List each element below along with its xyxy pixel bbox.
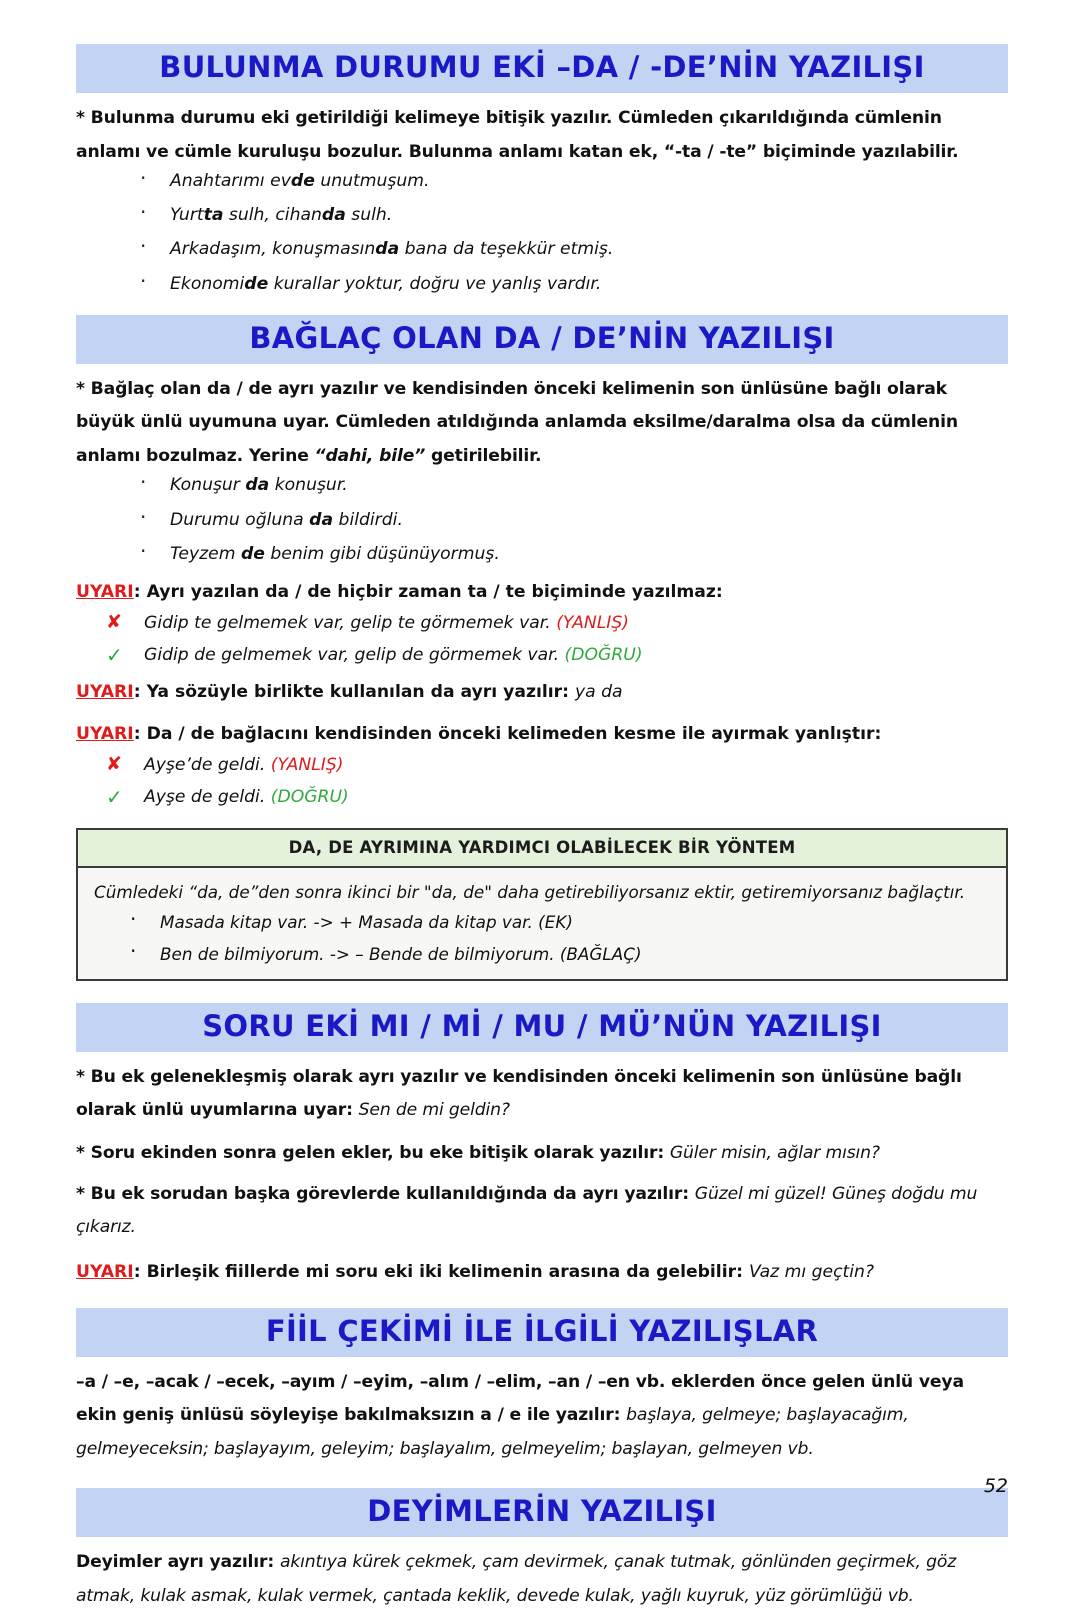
list-item: [106, 610, 1008, 633]
rule-example: başlaya, gelmeye; başlayacağım, gelmeyeceksin; başlayayım, geleyim; başlayalım, gelmeyelim; başlayan, gelmeyen vb.: [76, 1405, 909, 1459]
rule-line-fiil: [76, 1366, 1006, 1467]
method-box-body: [78, 868, 1006, 978]
warning-note: UYARI: Birleşik fiillerde mi soru eki iki kelimenin arasına da gelebilir: Vaz mı geçtin?: [76, 1261, 875, 1282]
example-text: Ayşe’de geldi.: [144, 754, 271, 775]
verdict-list-kesme: [76, 752, 1008, 810]
rule-line-deyimler: [76, 1546, 1006, 1613]
list-item: [106, 752, 1008, 775]
warning-label: UYARI: [76, 724, 134, 745]
warning-example: Vaz mı geçtin?: [748, 1261, 875, 1282]
page-number: 52: [983, 1475, 1008, 1497]
warning-text: Ayrı yazılan da / de hiçbir zaman ta / te biçiminde yazılmaz:: [146, 582, 723, 603]
section-heading-bulunma-durumu-eki: [76, 44, 1008, 93]
warning-text: Ya sözüyle birlikte kullanılan da ayrı yazılır:: [146, 682, 575, 703]
verdict-right: (DOĞRU): [564, 645, 643, 666]
rule-line-soru-1: [76, 1061, 1006, 1128]
list-item: · Arkadaşım, konuşmasında bana da teşekkür etmiş.: [140, 241, 1008, 258]
list-item: · Yurtta sulh, cihanda sulh.: [140, 207, 1008, 224]
cross-icon: ✘: [106, 752, 122, 775]
warning-label: UYARI: [76, 582, 134, 603]
section-heading-baglac-olan-da-de: [76, 315, 1008, 364]
list-item: · Masada kitap var. -> + Masada da kitap var. (EK): [130, 914, 990, 931]
section-title: BAĞLAÇ OLAN DA / DE’NİN YAZILIŞI: [249, 320, 835, 355]
section-heading-deyimler: [76, 1488, 1008, 1537]
warning-example: ya da: [574, 682, 623, 703]
rule-text: * Bu ek sorudan başka görevlerde kullanıldığında da ayrı yazılır:: [76, 1184, 695, 1205]
cross-icon: ✘: [106, 610, 122, 633]
paragraph-quote: “dahi, bile”: [314, 445, 426, 466]
example-text: Ayşe de geldi.: [144, 787, 271, 808]
example-text: Gidip de gelmemek var, gelip de görmemek var.: [144, 645, 565, 666]
warning-text: Birleşik fiillerde mi soru eki iki kelimenin arasına da gelebilir:: [146, 1261, 749, 1282]
rule-line-soru-2: [76, 1137, 1006, 1170]
section-title: FİİL ÇEKİMİ İLE İLGİLİ YAZILIŞLAR: [265, 1313, 819, 1348]
section-title: BULUNMA DURUMU EKİ –DA / -DE’NİN YAZILIŞI: [159, 50, 925, 84]
rule-example: Güler misin, ağlar mısın?: [669, 1142, 880, 1163]
paragraph-part-a: * Bağlaç olan da / de ayrı yazılır ve kendisinden önceki kelimenin son ünlüsüne bağlı olarak büyük ünlü uyumuna uyar. Cümleden atıldığında anlamda eksilme/daralma olsa da cümlenin anlamı bozulmaz. Yerine: [76, 378, 958, 466]
rule-text: Deyimler ayrı yazılır:: [76, 1552, 280, 1573]
section-paragraph-bulunma: * Bulunma durumu eki getirildiği kelimeye bitişik yazılır. Cümleden çıkarıldığında cümlenin anlamı ve cümle kuruluşu bozulur. Bulunma anlamı katan ek, “-ta / -te” biçiminde yazılabilir.: [76, 108, 959, 162]
rule-text: * Bu ek gelenekleşmiş olarak ayrı yazılır ve kendisinden önceki kelimenin son ünlüsüne bağlı olarak ünlü uyumlarına uyar:: [76, 1066, 962, 1121]
section-heading-soru-eki: [76, 1003, 1008, 1052]
list-item: · Konuşur da konuşur.: [140, 477, 1008, 494]
list-item: · Teyzem de benim gibi düşünüyormuş.: [140, 546, 1008, 563]
warning-note: UYARI: Da / de bağlacını kendisinden önceki kelimeden kesme ile ayırmak yanlıştır:: [76, 724, 882, 745]
check-icon: ✓: [106, 643, 123, 668]
verdict-wrong: (YANLIŞ): [270, 754, 344, 775]
warning-note: UYARI: Ya sözüyle birlikte kullanılan da ayrı yazılır: ya da: [76, 682, 623, 703]
method-box: [76, 828, 1008, 980]
rule-example: akıntıya kürek çekmek, çam devirmek, çanak tutmak, gönlünden geçirmek, göz atmak, kulak asmak, kulak vermek, çantada keklik, devede kulak, yağlı kuyruk, yüz görümlüğü vb.: [76, 1552, 957, 1606]
rule-line-soru-3: [76, 1178, 1006, 1243]
warning-note: UYARI: Ayrı yazılan da / de hiçbir zaman ta / te biçiminde yazılmaz:: [76, 582, 723, 603]
section-heading-fiil-cekimi: [76, 1308, 1008, 1357]
list-item: · Ekonomide kurallar yoktur, doğru ve yanlış vardır.: [140, 276, 1008, 293]
warning-label: UYARI: [76, 1261, 134, 1282]
rule-text: * Soru ekinden sonra gelen ekler, bu eke bitişik olarak yazılır:: [76, 1142, 670, 1163]
verdict-wrong: (YANLIŞ): [556, 612, 629, 633]
method-box-list: [94, 914, 990, 963]
warning-text: Da / de bağlacını kendisinden önceki kelimeden kesme ile ayırmak yanlıştır:: [146, 724, 882, 745]
method-box-header: DA, DE AYRIMINA YARDIMCI OLABİLECEK BİR YÖNTEM: [78, 830, 1006, 868]
rule-example: Güzel mi güzel! Güneş doğdu mu çıkarız.: [76, 1184, 978, 1238]
example-list-bulunma: [76, 173, 1008, 293]
verdict-list-ta-te: [76, 610, 1008, 668]
rule-example: Sen de mi geldin?: [358, 1100, 510, 1121]
example-text: Gidip te gelmemek var, gelip te görmemek var.: [144, 612, 557, 633]
warning-label: UYARI: [76, 682, 134, 703]
paragraph-part-b: getirilebilir.: [425, 445, 542, 466]
example-list-baglac: [76, 477, 1008, 563]
list-item: [106, 643, 1008, 668]
rule-text: –a / –e, –acak / –ecek, –ayım / –eyim, –alım / –elim, –an / –en vb. eklerden önce gelen ünlü veya ekin geniş ünlüsü söyleyişe bakılmaksızın a / e ile yazılır:: [76, 1371, 964, 1426]
section-title: SORU EKİ MI / Mİ / MU / MÜ’NÜN YAZILIŞI: [202, 1008, 882, 1043]
list-item: · Durumu oğluna da bildirdi.: [140, 512, 1008, 529]
verdict-right: (DOĞRU): [270, 787, 349, 808]
list-item: [106, 785, 1008, 810]
check-icon: ✓: [106, 785, 123, 810]
section-paragraph-baglac: [76, 373, 1006, 474]
section-title: DEYİMLERİN YAZILIŞI: [367, 1494, 717, 1529]
method-box-lead: Cümledeki “da, de”den sonra ikinci bir "da, de" daha getirebiliyorsanız ektir, getiremiyorsanız bağlaçtır.: [94, 882, 966, 903]
list-item: · Ben de bilmiyorum. -> – Bende de bilmiyorum. (BAĞLAÇ): [130, 946, 990, 963]
list-item: · Anahtarımı evde unutmuşum.: [140, 173, 1008, 190]
